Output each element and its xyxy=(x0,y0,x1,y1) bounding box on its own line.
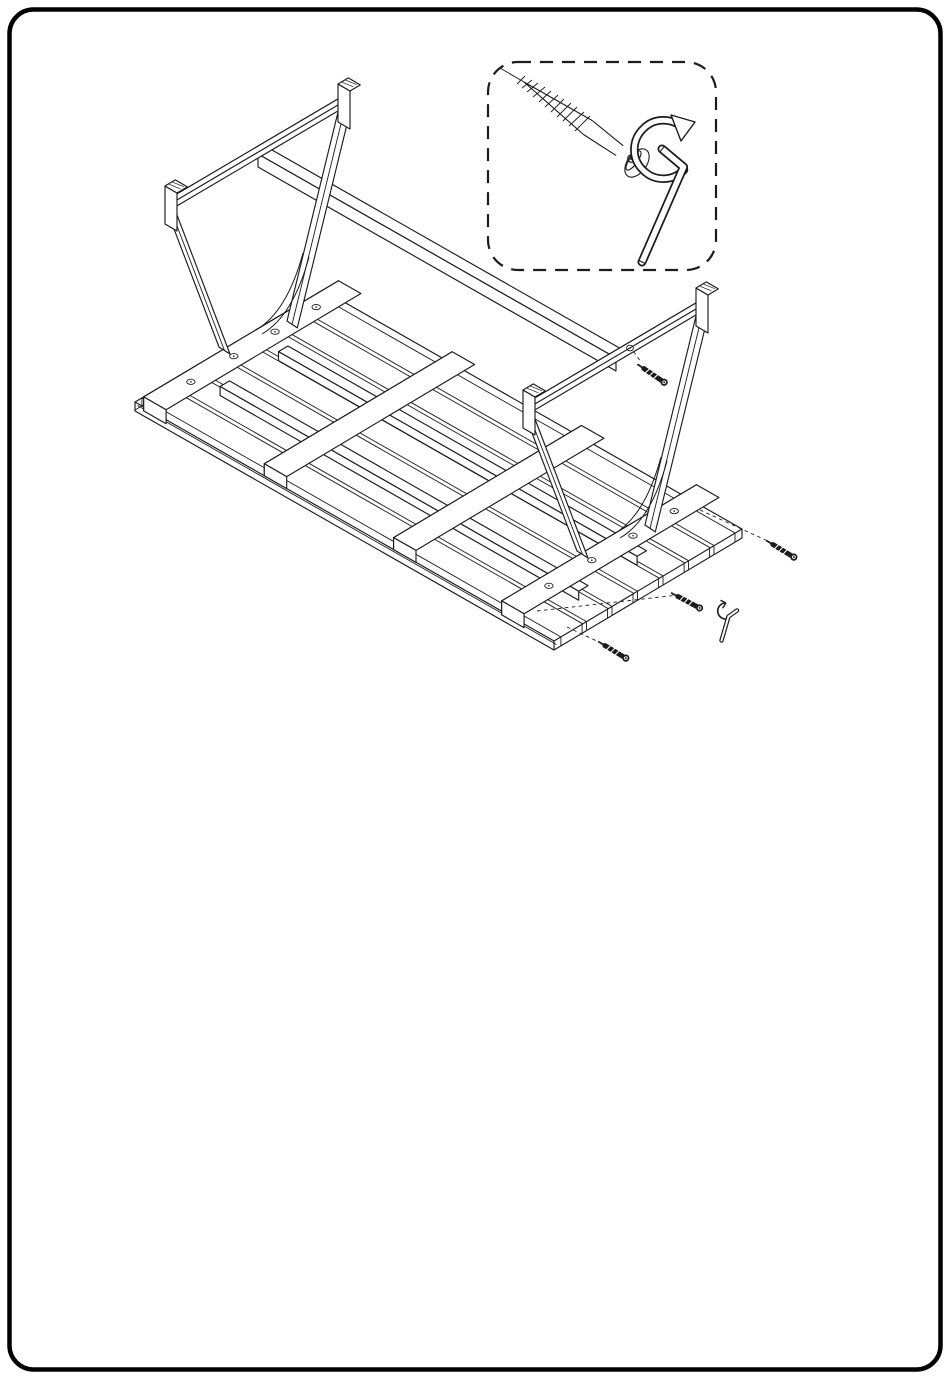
detail-callout xyxy=(488,62,716,270)
page-border xyxy=(10,10,941,1370)
screw-1 xyxy=(636,362,669,388)
left-frame-post2 xyxy=(338,84,350,129)
right-frame-post1 xyxy=(523,390,535,435)
leader-line-1 xyxy=(634,352,642,363)
callout-screw-icon xyxy=(500,68,654,182)
screw-4 xyxy=(597,639,631,663)
small-allen-key-icon xyxy=(722,611,738,641)
assembly-diagram xyxy=(135,62,799,663)
screw-3 xyxy=(670,590,704,613)
screw-2 xyxy=(765,538,799,562)
right-frame-post2 xyxy=(696,288,708,333)
left-frame-post1 xyxy=(165,186,177,231)
